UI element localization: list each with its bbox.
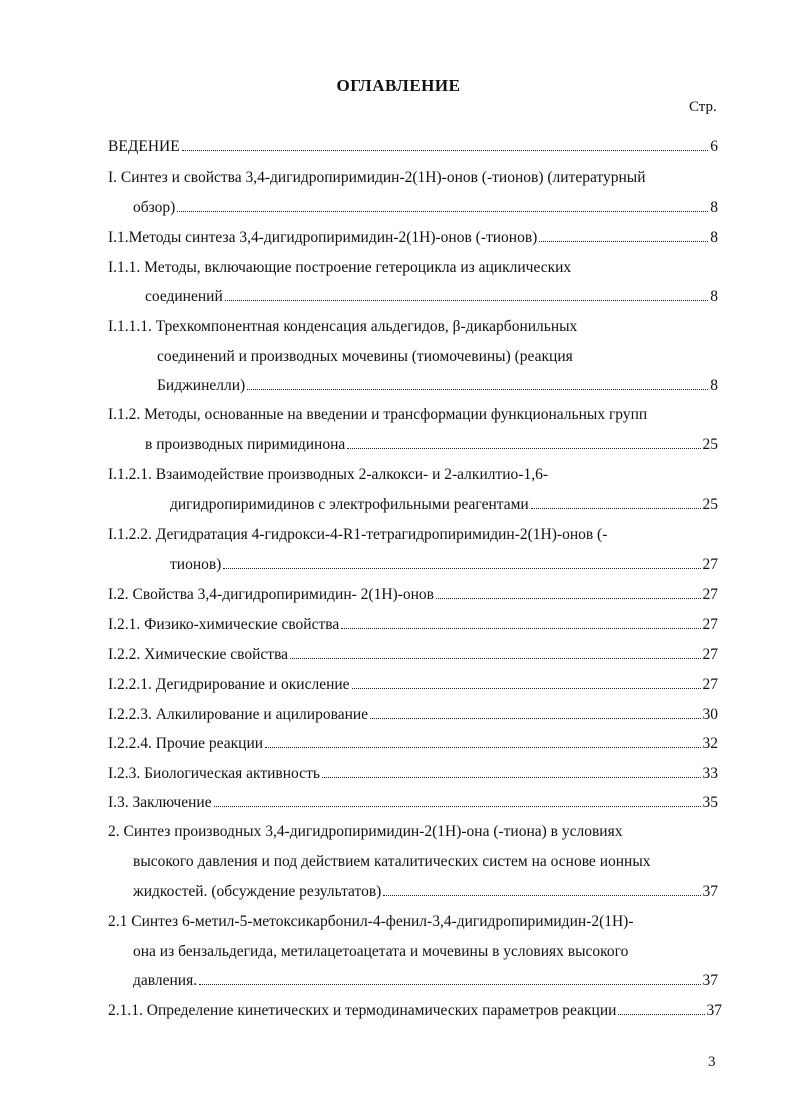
toc-leader [322,777,701,778]
toc-entry[interactable] [108,793,718,813]
toc-leader [214,806,701,807]
toc-entry[interactable]: I. Синтез и свойства 3,4-дигидропиримидин-2(1H)-онов (-тионов) (литературный [108,169,646,186]
toc-page: 37 [702,883,718,900]
toc-page: 27 [702,616,718,633]
toc-page: 25 [702,436,718,453]
toc-entry-text: I.2.2. Химические свойства [108,646,289,663]
toc-entry[interactable]: I.1.2.1. Взаимодействие производных 2-алкокси- и 2-алкилтио-1,6- [108,466,548,483]
toc-entry[interactable] [108,675,718,695]
toc-page: 30 [702,706,718,723]
toc-leader [265,747,700,748]
toc-leader [247,389,708,390]
toc-entry[interactable]: I.1.2.2. Дегидратация 4-гидрокси-4-R1-тетрагидропиримидин-2(1H)-онов (- [108,526,608,543]
toc-entry-text: I.3. Заключение [108,794,212,811]
toc-leader [539,241,708,242]
toc-leader [347,448,700,449]
toc-leader [383,895,700,896]
toc-entry[interactable]: высокого давления и под действием каталитических систем на основе ионных [133,853,651,870]
toc-entry[interactable]: она из бензальдегида, метилацетоацетата и мочевины в условиях высокого [133,943,629,960]
toc-entry[interactable] [145,287,718,307]
toc-page: 37 [702,972,718,989]
toc-entry-text: дигидропиримидинов с электрофильными реагентами [170,496,529,513]
toc-page: 27 [702,586,718,603]
toc-page: 27 [702,556,718,573]
toc-entry-text: ВЕДЕНИЕ [108,138,180,155]
toc-entry[interactable] [108,764,718,784]
toc-entry[interactable] [108,615,718,635]
toc-entry-text: I.2.2.3. Алкилирование и ацилирование [108,706,369,723]
toc-entry[interactable] [170,495,718,515]
toc-page: 8 [710,288,718,305]
toc-entry[interactable]: I.1.1.1. Трехкомпонентная конденсация альдегидов, β-дикарбонильных [108,318,578,335]
page-column-label: Стр. [689,99,717,115]
toc-page: 35 [702,794,718,811]
toc-entry[interactable] [108,734,718,754]
toc-entry[interactable]: I.1.1. Методы, включающие построение гетероцикла из ациклических [108,259,572,276]
toc-entry-text: I.2.2.1. Дегидрирование и окисление [108,676,350,693]
toc-entry[interactable] [108,645,718,665]
toc-entry-text: I.2. Свойства 3,4-дигидропиримидин- 2(1H)-онов [108,586,434,603]
toc-entry[interactable] [108,228,718,248]
toc-entry-text: I.2.1. Физико-химические свойства [108,616,340,633]
toc-leader [182,150,709,151]
toc-page: 27 [702,676,718,693]
toc-page: 8 [710,199,718,216]
toc-page: 27 [702,646,718,663]
page-number: 3 [708,1054,716,1070]
toc-entry[interactable] [108,1001,722,1021]
toc-page: 8 [710,229,718,246]
toc-entry-text: I.2.3. Биологическая активность [108,765,320,782]
toc-entry[interactable]: I.1.2. Методы, основанные на введении и трансформации функциональных групп [108,406,648,423]
toc-leader [225,300,709,301]
toc-leader [223,568,700,569]
toc-entry-text: жидкостей. (обсуждение результатов) [133,883,382,900]
toc-entry[interactable] [170,555,718,575]
toc-leader [199,984,700,985]
toc-entry[interactable] [108,585,718,605]
toc-entry[interactable] [108,137,718,157]
toc-entry[interactable] [145,435,718,455]
toc-entry-text: 2.1.1. Определение кинетических и термодинамических параметров реакции [108,1002,617,1019]
toc-leader [290,658,700,659]
toc-entry[interactable] [133,882,718,902]
toc-entry-text: соединений [145,288,223,305]
toc-entry-text: обзор) [133,199,176,216]
toc-page: 32 [702,735,718,752]
toc-entry[interactable]: соединений и производных мочевины (тиомочевины) (реакция [157,348,573,365]
toc-entry[interactable] [157,376,718,396]
toc-leader [531,508,701,509]
toc-entry[interactable] [108,705,718,725]
toc-leader [177,211,708,212]
toc-leader [352,688,701,689]
toc-entry[interactable] [133,198,718,218]
toc-entry[interactable] [133,971,718,991]
toc-leader [370,718,700,719]
toc-page: 8 [710,377,718,394]
toc-entry-text: в производных пиримидинона [145,436,346,453]
toc-entry[interactable]: 2.1 Синтез 6-метил-5-метоксикарбонил-4-фенил-3,4-дигидропиримидин-2(1H)- [108,913,634,930]
toc-entry-text: тионов) [170,556,222,573]
toc-leader [618,1014,704,1015]
toc-page: 33 [702,765,718,782]
toc-leader [341,628,700,629]
toc-entry-text: Биджинелли) [157,377,246,394]
toc-entry-text: I.1.Методы синтеза 3,4-дигидропиримидин-2(1H)-онов (-тионов) [108,229,538,246]
toc-entry-text: давления. [133,972,198,989]
toc-entry-text: I.2.2.4. Прочие реакции [108,735,264,752]
toc-entry[interactable]: 2. Синтез производных 3,4-дигидропиримидин-2(1H)-она (-тиона) в условиях [108,823,623,840]
toc-leader [436,598,701,599]
toc-page: 25 [702,496,718,513]
toc-page: 37 [706,1002,722,1019]
toc-page: 6 [710,138,718,155]
page-title: ОГЛАВЛЕНИЕ [336,76,461,95]
